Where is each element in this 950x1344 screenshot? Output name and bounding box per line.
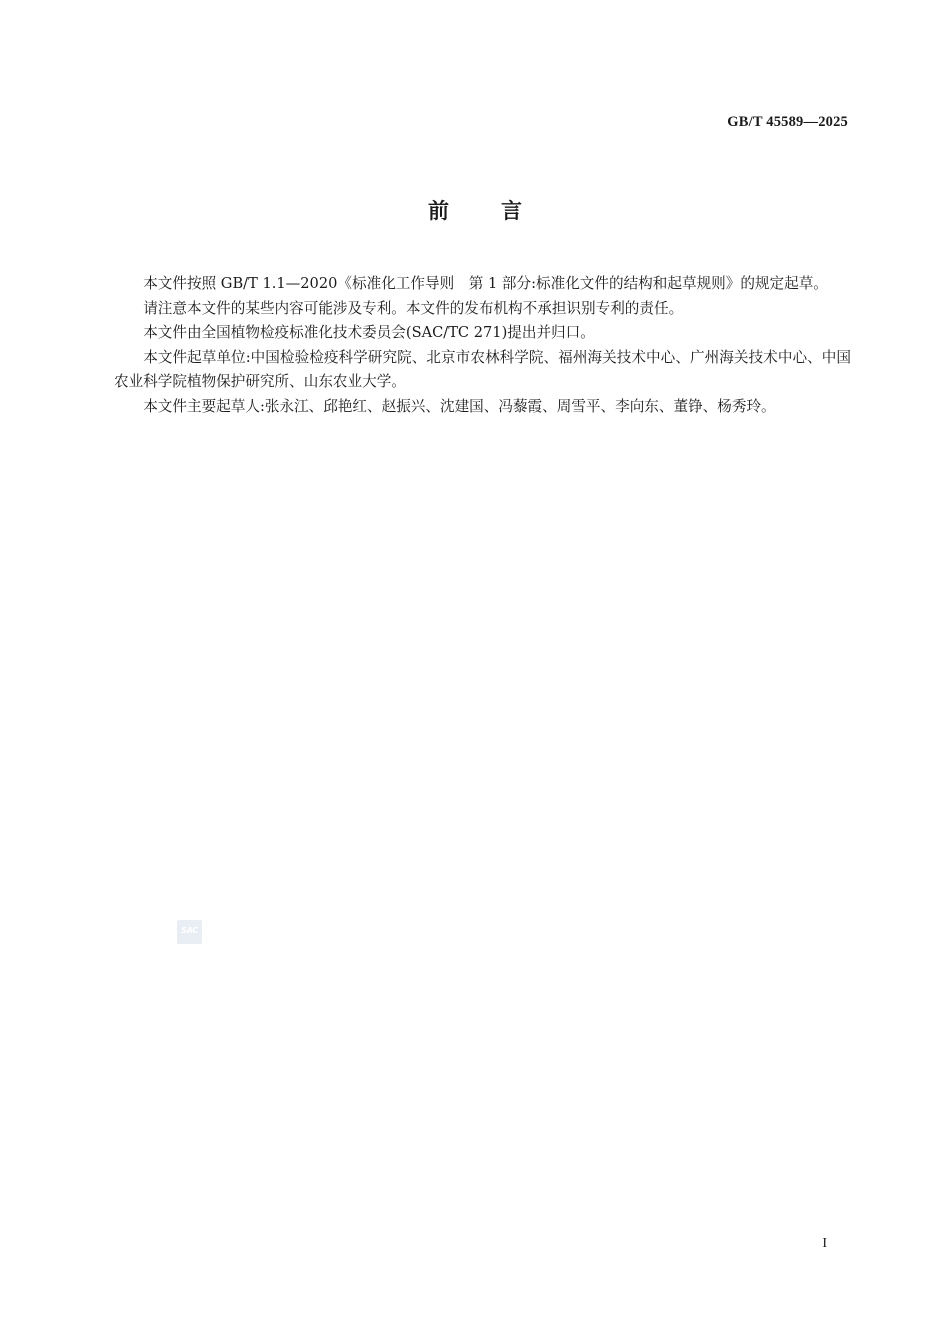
foreword-body: [114, 272, 851, 419]
title-char-2: 言: [501, 199, 522, 223]
paragraph-patent-notice: 请注意本文件的某些内容可能涉及专利。本文件的发布机构不承担识别专利的责任。: [143, 299, 684, 317]
paragraph-proposer: 本文件由全国植物检疫标准化技术委员会(SAC/TC 271)提出并归口。: [143, 324, 595, 341]
sac-watermark-text: SAC: [181, 926, 198, 935]
paragraph-drafting-rules: 本文件按照 GB/T 1.1—2020《标准化工作导则 第 1 部分:标准化文件的结构和起草规则》的规定起草。: [143, 275, 828, 292]
standard-number: GB/T 45589—2025: [727, 114, 848, 130]
page-title: [0, 195, 950, 225]
title-char-1: 前: [428, 199, 449, 223]
paragraph-drafters: 本文件主要起草人:张永江、邱艳红、赵振兴、沈建国、冯藜霞、周雪平、李向东、董铮、杨秀玲。: [143, 397, 776, 415]
sac-watermark-logo: [177, 920, 202, 944]
paragraph-drafting-units: 本文件起草单位:中国检验检疫科学研究院、北京市农林科学院、福州海关技术中心、广州海关技术中心、中国农业科学院植物保护研究所、山东农业大学。: [114, 348, 851, 390]
page-number: I: [822, 1236, 827, 1251]
